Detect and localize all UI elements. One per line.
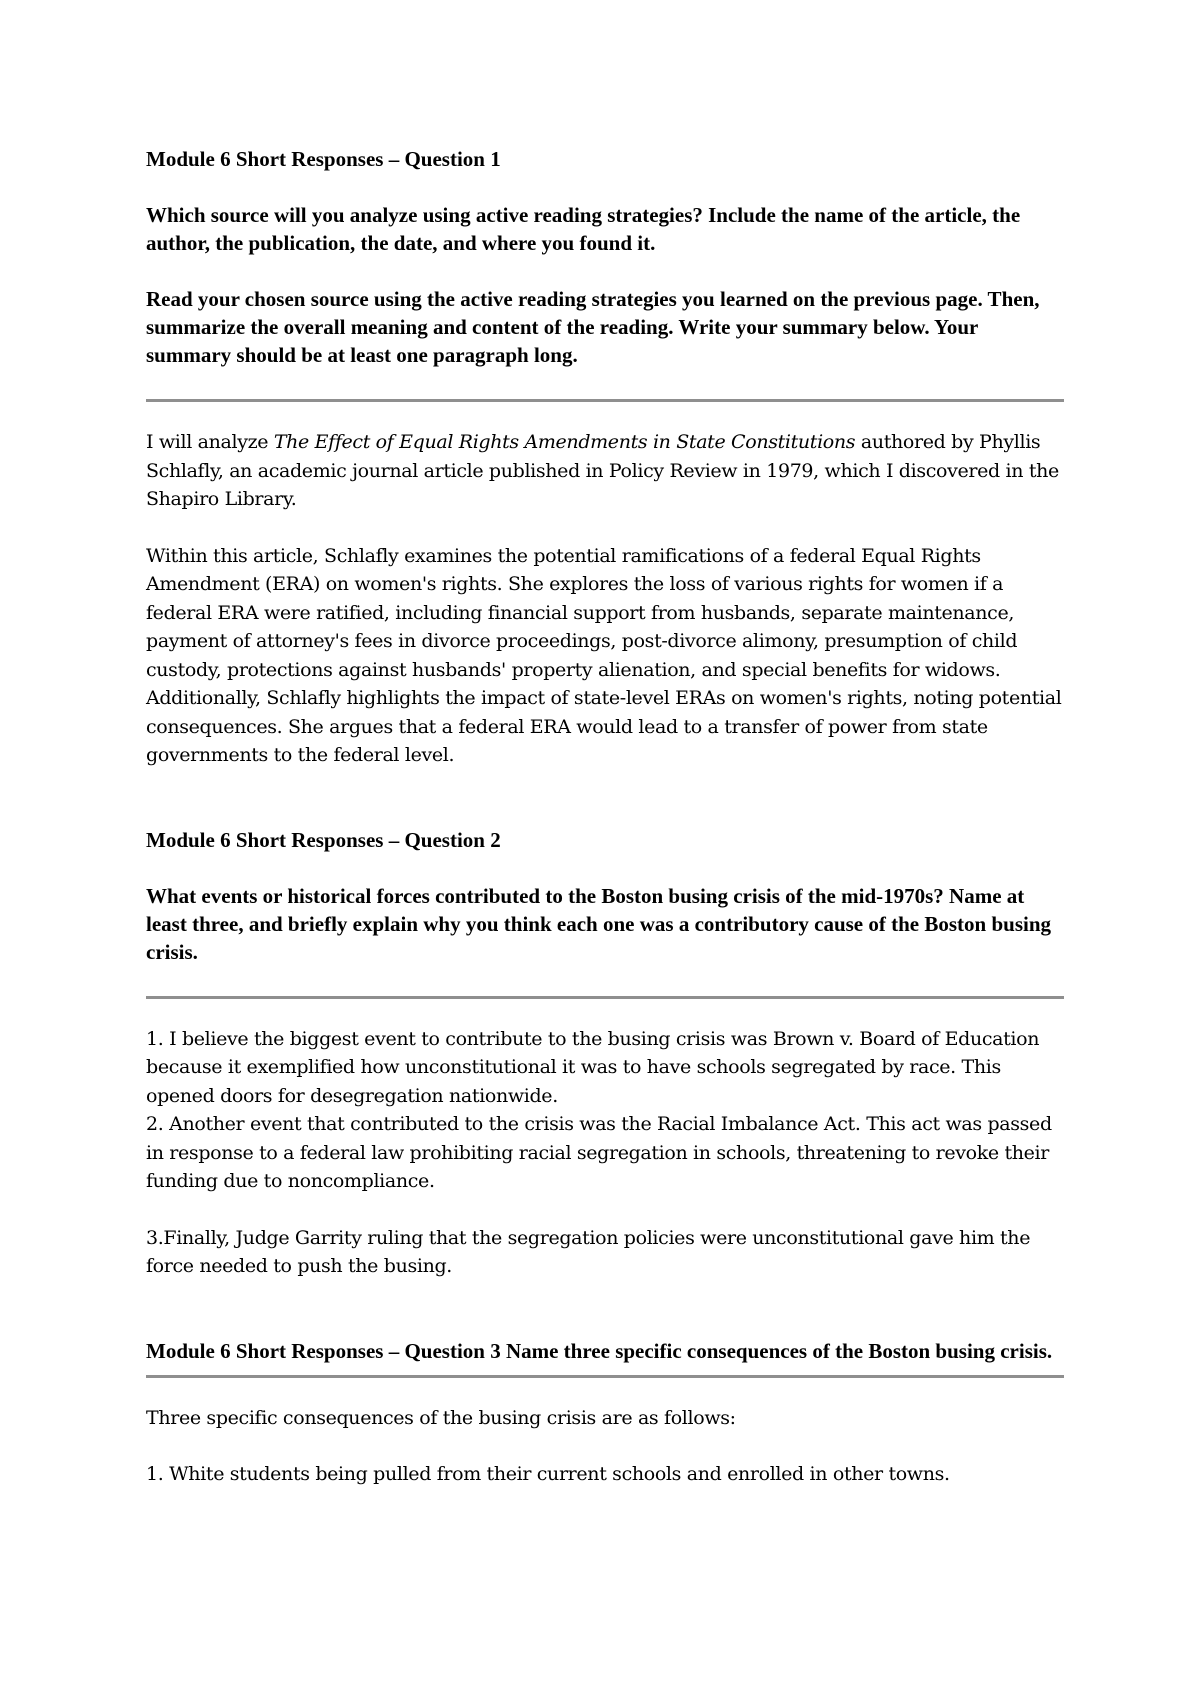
q3-answer-1: 1. White students being pulled from their current schools and enrolled in other towns.: [146, 1463, 950, 1485]
q1-answer-intro-after: authored by Phyllis Schlafly, an academic journal article published in Policy Review in 1979, which I discovered in the Shapiro Library.: [146, 431, 1059, 510]
document-page: [146, 145, 1064, 1489]
q2-answer-2: 2. Another event that contributed to the crisis was the Racial Imbalance Act. This act was passed in response to a federal law prohibiting racial segregation in schools, threatening to revoke their funding due to noncompliance.: [146, 1113, 1052, 1192]
q1-heading: Module 6 Short Responses – Question 1: [146, 147, 501, 171]
q2-prompt: What events or historical forces contributed to the Boston busing crisis of the mid-1970s? Name at least three, and briefly explain why you think each one was a contributory cause of the Boston busing crisis.: [146, 883, 1052, 964]
q2-answer-3: 3.Finally, Judge Garrity ruling that the segregation policies were unconstitutional gave him the force needed to push the busing.: [146, 1226, 1031, 1277]
q1-prompt-summary: Read your chosen source using the active reading strategies you learned on the previous page. Then, summarize the overall meaning and content of the reading. Write your summary below. Your summary should be at least one paragraph long.: [146, 287, 1040, 367]
q1-article-title: The Effect of Equal Rights Amendments in State Constitutions: [273, 431, 856, 453]
q1-answer-summary: Within this article, Schlafly examines the potential ramifications of a federal Equal Rights Amendment (ERA) on women's rights. She explores the loss of various rights for women if a federal ERA were ratified, including financial support from husbands, separate maintenance, payment of attorney's fees in divorce proceedings, post-divorce alimony, presumption of child custody, protections against husbands' property alienation, and special benefits for widows. Additionally, Schlafly highlights the impact of state-level ERAs on women's rights, noting potential consequences. She argues that a federal ERA would lead to a transfer of power from state governments to the federal level.: [146, 544, 1062, 766]
q2-heading: Module 6 Short Responses – Question 2: [146, 827, 501, 852]
q1-answer-source: [146, 428, 1064, 514]
q3-heading: Module 6 Short Responses – Question 3 Name three specific consequences of the Boston busing crisis.: [146, 1338, 1053, 1363]
q1-answer-intro-before: I will analyze: [146, 431, 274, 453]
q3-answer-intro: Three specific consequences of the busing crisis are as follows:: [146, 1406, 736, 1429]
q2-answer-1: 1. I believe the biggest event to contribute to the busing crisis was Brown v. Board of Education because it exemplified how unconstitutional it was to have schools segregated by race. This opened doors for desegregation nationwide.: [146, 1027, 1040, 1107]
q1-prompt-source: Which source will you analyze using active reading strategies? Include the name of the article, the author, the publication, the date, and where you found it.: [146, 203, 1021, 255]
